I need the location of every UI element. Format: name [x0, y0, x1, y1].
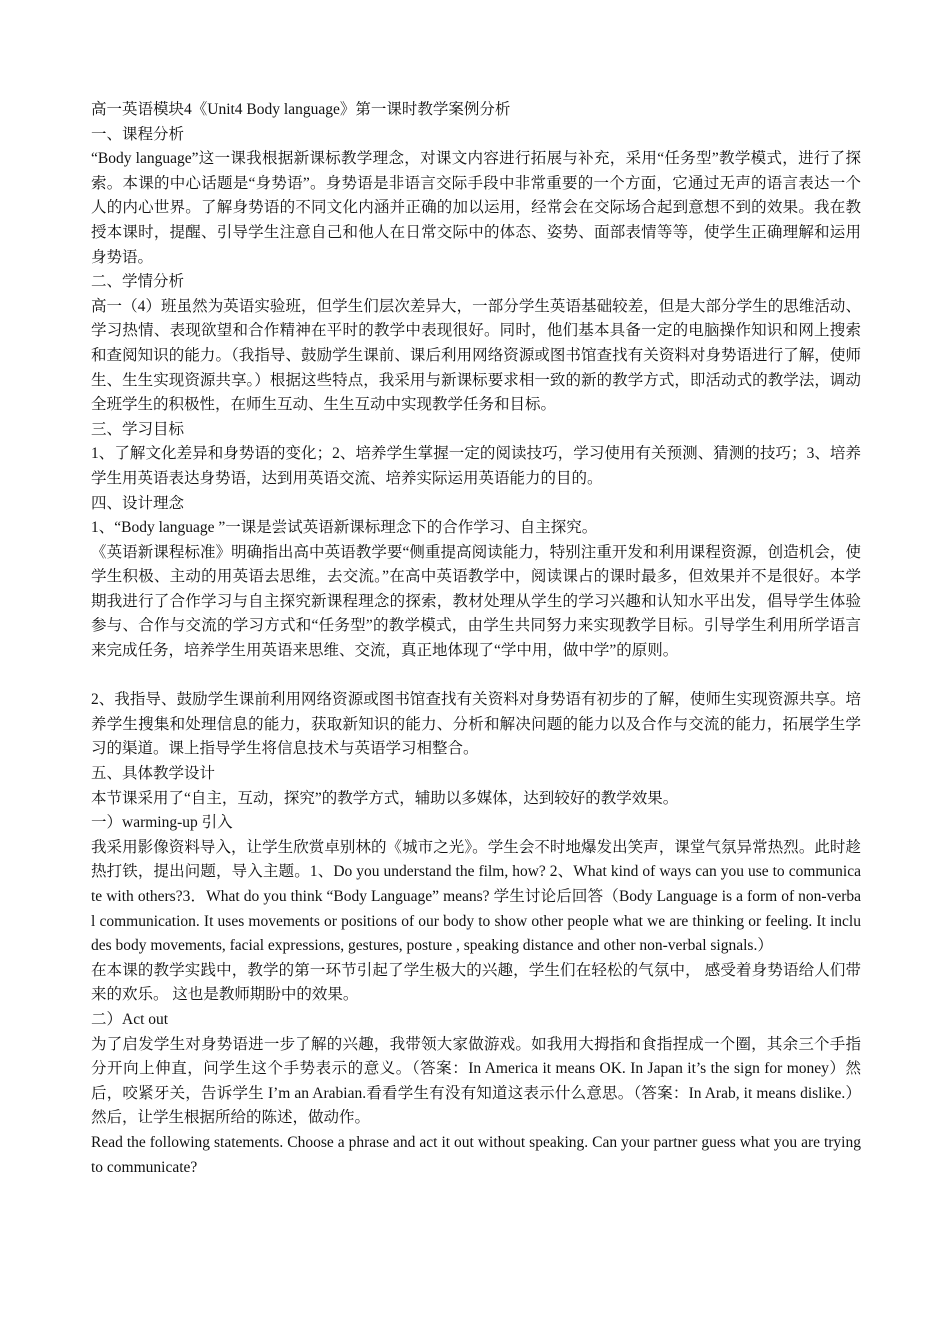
blank-line	[91, 664, 861, 689]
paragraph-course-analysis: “Body language”这一课我根据新课标教学理念，对课文内容进行拓展与补充，采用“任务型”教学模式，进行了探索。本课的中心话题是“身势语”。身势语是非语言交际手段中非常重要的一个方面，它通过无声的语言表达一个人的内心世界。了解身势语的不同文化内涵并正确的加以运用，经常会在交际场合起到意想不到的效果。我在教授本课时，提醒、引导学生注意自己和他人在日常交际中的体态、姿势、面部表情等等，使学生正确理解和运用身势语。	[91, 150, 861, 266]
paragraph-warming-up: 我采用影像资料导入，让学生欣赏卓别林的《城市之光》。学生会不时地爆发出笑声，课堂气氛异常热烈。此时趁热打铁，提出问题，导入主题。1、Do you understand the film, how? 2、What kind of ways can you use to communicate with others?3．What do you think “Body Language” means? 学生讨论后回答（Body Language is a form of non-verbal communication. It uses movements or positions of our body to show other people what we are thinking or feeling. It includes body movements, facial expressions, gestures, posture , speaking distance and other non-verbal signals.）	[91, 838, 861, 955]
paragraph-design-concept-2: 《英语新课程标准》明确指出高中英语教学要“侧重提高阅读能力，特别注重开发和利用课程资源，创造机会，使学生积极、主动的用英语去思维，去交流。”在高中英语教学中，阅读课占的课时最多，但效果并不是很好。本学期我进行了合作学习与自主探究新课程理念的探索，教材处理从学生的学习兴趣和认知水平出发，倡导学生体验参与、合作与交流的学习方式和“任务型”的教学模式，由学生共同努力来实现教学目标。引导学生利用所学语言来完成任务，培养学生用英语来思维、交流，真正地体现了“学中用，做中学”的原则。	[91, 543, 861, 660]
subheading-act-out: 二）Act out	[91, 1010, 169, 1028]
section-heading-course-analysis: 一、课程分析	[91, 125, 185, 143]
paragraph-act-out-instructions: Read the following statements. Choose a phrase and act it out without speaking. Can your partner guess what you are trying to communicate?	[91, 1133, 861, 1176]
paragraph-warming-up-reflection: 在本课的教学实践中，教学的第一环节引起了学生极大的兴趣，学生们在轻松的气氛中， 感受着身势语给人们带来的欢乐。 这也是教师期盼中的效果。	[91, 961, 861, 1004]
section-heading-learning-goals: 三、学习目标	[91, 420, 185, 438]
paragraph-act-out: 为了启发学生对身势语进一步了解的兴趣，我带领大家做游戏。如我用大拇指和食指捏成一个圈，其余三个手指分开向上伸直，问学生这个手势表示的意义。（答案：In America it means OK. In Japan it’s the sign for money）然后，咬紧牙关，告诉学生 I’m an Arabian.看看学生有没有知道这表示什么意思。（答案：In Arab, it means dislike.）然后，让学生根据所给的陈述，做动作。	[91, 1035, 861, 1127]
document-page	[91, 98, 861, 1180]
document-title: 高一英语模块4《Unit4 Body language》第一课时教学案例分析	[91, 101, 511, 118]
section-heading-student-analysis: 二、学情分析	[91, 273, 185, 291]
paragraph-teaching-design-intro: 本节课采用了“自主，互动，探究”的教学方式，辅助以多媒体，达到较好的教学效果。	[91, 789, 679, 807]
subheading-warming-up: 一）warming-up 引入	[91, 814, 233, 832]
paragraph-design-concept-1: 1、“Body language ”一课是尝试英语新课标理念下的合作学习、自主探究。	[91, 519, 598, 537]
section-heading-design-concept: 四、设计理念	[91, 494, 185, 512]
paragraph-learning-goals: 1、了解文化差异和身势语的变化；2、培养学生掌握一定的阅读技巧，学习使用有关预测、猜测的技巧；3、培养学生用英语表达身势语，达到用英语交流、培养实际运用英语能力的目的。	[91, 445, 861, 487]
paragraph-design-concept-3: 2、我指导、鼓励学生课前利用网络资源或图书馆查找有关资料对身势语有初步的了解，使师生实现资源共享。培养学生搜集和处理信息的能力，获取新知识的能力、分析和解决问题的能力以及合作与交流的能力，拓展学生学习的渠道。课上指导学生将信息技术与英语学习相整合。	[91, 691, 861, 758]
paragraph-student-analysis: 高一（4）班虽然为英语实验班，但学生们层次差异大，一部分学生英语基础较差，但是大部分学生的思维活动、学习热情、表现欲望和合作精神在平时的教学中表现很好。同时，他们基本具备一定的电脑操作知识和网上搜索和查阅知识的能力。（我指导、鼓励学生课前、课后利用网络资源或图书馆查找有关资料对身势语进行了解，使师生、生生实现资源共享。）根据这些特点，我采用与新课标要求相一致的新的教学方式，即活动式的教学法，调动全班学生的积极性，在师生互动、生生互动中实现教学任务和目标。	[91, 297, 861, 414]
section-heading-teaching-design: 五、具体教学设计	[91, 765, 216, 783]
